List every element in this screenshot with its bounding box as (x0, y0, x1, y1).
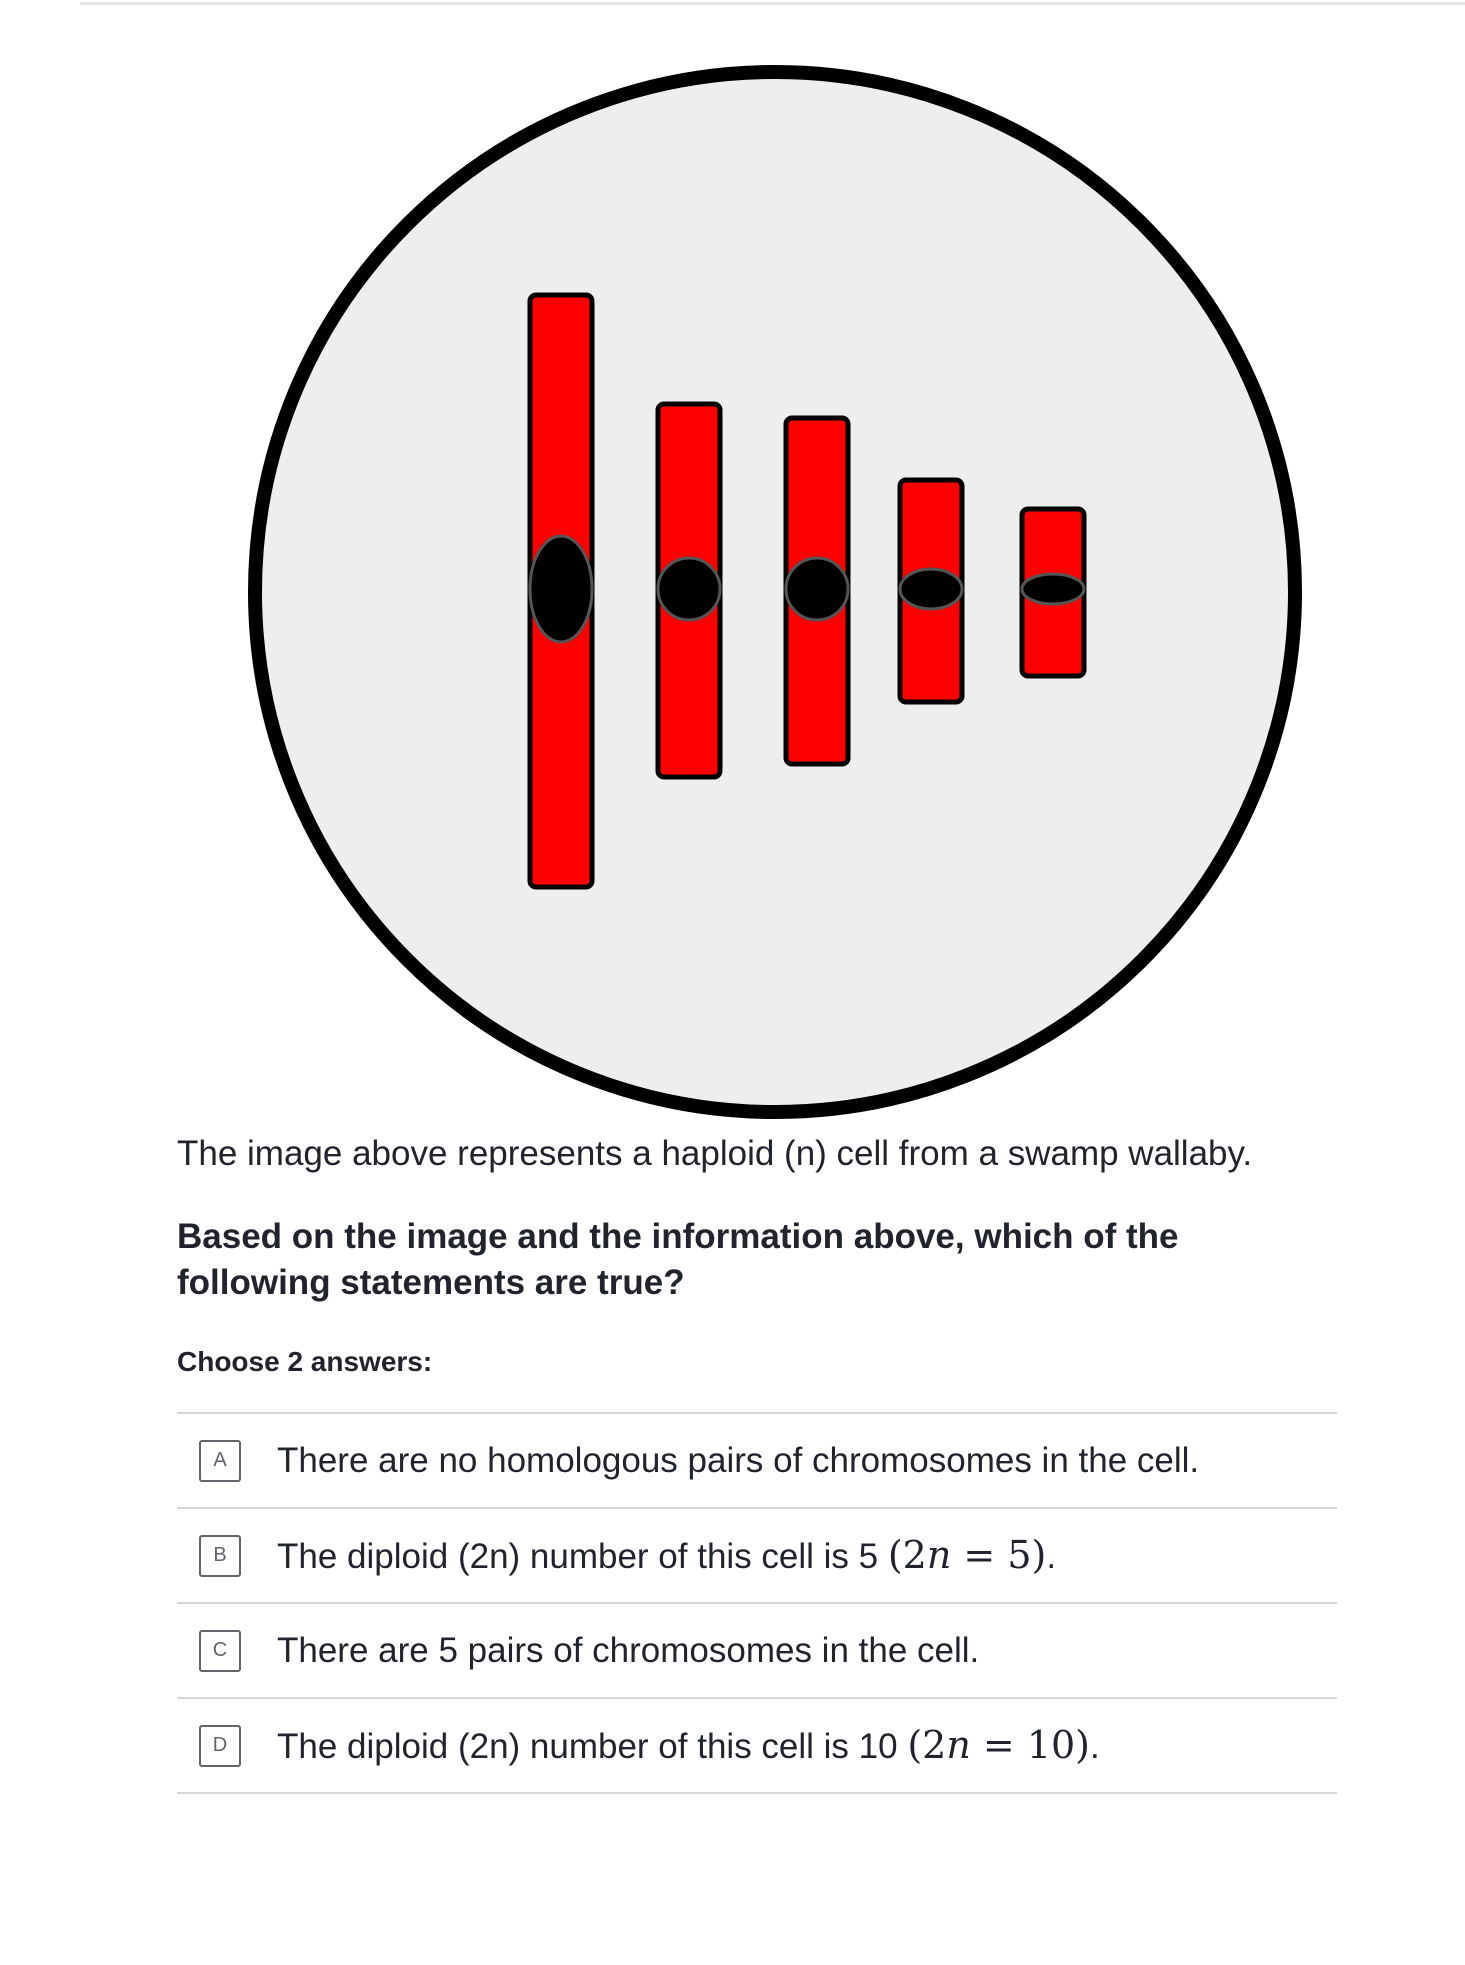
centromere-1 (530, 536, 592, 642)
answer-instruction: Choose 2 answers: (177, 1346, 433, 1377)
choice-math-d: (2n = 10) (907, 1722, 1090, 1767)
math-var-d: n (946, 1722, 971, 1767)
choice-letter-d: D (199, 1725, 241, 1767)
choice-c[interactable] (177, 1604, 1337, 1699)
chromosome-3 (786, 418, 848, 764)
centromere-2 (658, 558, 720, 620)
choice-letter-c: C (199, 1630, 241, 1672)
top-divider (80, 2, 1465, 5)
choice-b[interactable] (177, 1509, 1337, 1604)
centromere-5 (1022, 574, 1084, 604)
choice-d[interactable] (177, 1699, 1337, 1794)
centromere-4 (900, 569, 962, 609)
choice-math-b: (2n = 5) (887, 1532, 1047, 1577)
chromosome-1 (530, 295, 592, 887)
choice-text-c: There are 5 pairs of chromosomes in the cell. (277, 1630, 980, 1670)
centromere-3 (786, 558, 848, 620)
choice-text-d-prefix: The diploid (2n) number of this cell is 10 (277, 1726, 908, 1766)
cell-membrane (255, 72, 1295, 1112)
answer-choices (177, 1412, 1337, 1794)
question-content (177, 1130, 1337, 1794)
choice-text-b-prefix: The diploid (2n) number of this cell is 5 (277, 1536, 888, 1576)
question-description: The image above represents a haploid (n) cell from a swamp wallaby. (177, 1134, 1253, 1173)
math-rhs-b: 5 (1007, 1532, 1032, 1577)
haploid-cell-figure (245, 62, 1305, 1122)
chromosome-4 (900, 480, 962, 702)
choice-letter-a: A (199, 1440, 241, 1482)
chromosome-5 (1022, 509, 1084, 676)
math-lhs-b: 2 (902, 1532, 927, 1577)
choice-text-d: The diploid (2n) number of this cell is 10 (2n = 10). (277, 1722, 1100, 1767)
choice-text-a: There are no homologous pairs of chromosomes in the cell. (277, 1440, 1200, 1480)
question-prompt: Based on the image and the information above, which of the following statements are true? (177, 1217, 1179, 1302)
chromosome-2 (658, 404, 720, 777)
choice-text-b: The diploid (2n) number of this cell is 5 (2n = 5). (277, 1532, 1057, 1577)
math-var-b: n (926, 1532, 952, 1577)
choice-a[interactable] (177, 1414, 1337, 1509)
math-rhs-d: 10 (1026, 1722, 1076, 1767)
cell-diagram (245, 62, 1305, 1122)
choice-letter-b: B (199, 1535, 241, 1577)
math-lhs-d: 2 (922, 1722, 947, 1767)
